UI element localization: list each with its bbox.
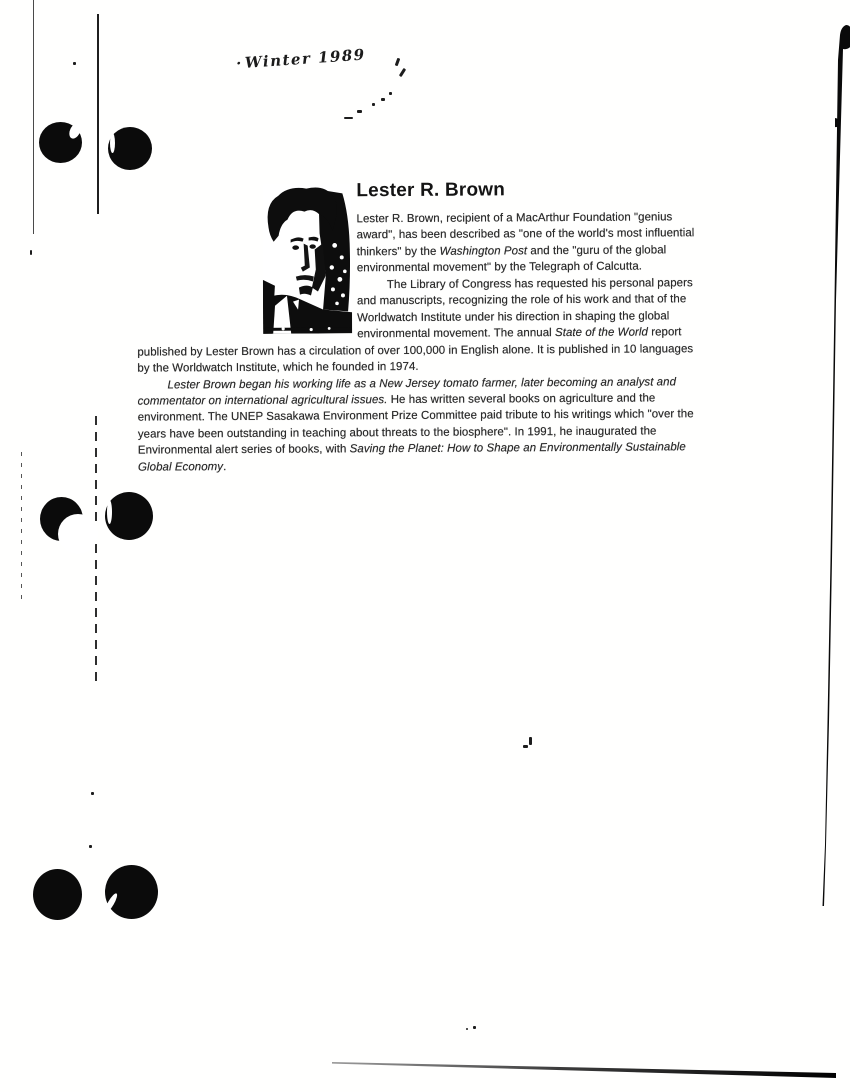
text-run: report published by Lester Brown has a circulation of over 100,000 in English alone. It is published in 10 languages by the Worldwatch Institute, which he founded in 1974.	[137, 326, 694, 375]
italic-text-run: Saving the Planet: How to Shape an Environmentally Sustainable Global Economy	[137, 441, 686, 474]
italic-text-run: Washington Post	[439, 245, 528, 258]
photo-column	[136, 180, 357, 337]
text-run: and the "guru of the global environmental movement" by the Telegraph of Calcutta.	[356, 244, 667, 275]
bio-paragraph	[137, 374, 704, 476]
bio-section	[136, 178, 704, 476]
text-run: He has written several books on agriculture and the environment. The UNEP Sasakawa Environment Prize Committee paid tribute to his writings which "over the years have been outstanding in teaching about threats to the biosphere". In 1991, he inaugurated the Environmental alert series of books, with	[137, 392, 694, 457]
text-run: Lester R. Brown, recipient of a MacArthur Foundation "genius award", has been described as "one of the world's most influential thinkers" by the	[356, 211, 695, 259]
italic-text-run: State of the World	[554, 326, 648, 340]
italic-text-run: Lester Brown began his working life as a New Jersey tomato farmer, later becoming an analyst and commentator on international agricultural issues.	[137, 375, 677, 408]
text-run: .	[223, 460, 227, 473]
text-run: The Library of Congress has requested his personal papers and manuscripts, recognizing the role of his work and that of the Worldwatch Institute under his direction in shaping the global environmental movement. The annual	[356, 277, 693, 341]
portrait-photo	[262, 183, 352, 334]
page-title: Lester R. Brown	[356, 179, 506, 202]
handwritten-date-note: · Winter 1989	[236, 45, 367, 72]
